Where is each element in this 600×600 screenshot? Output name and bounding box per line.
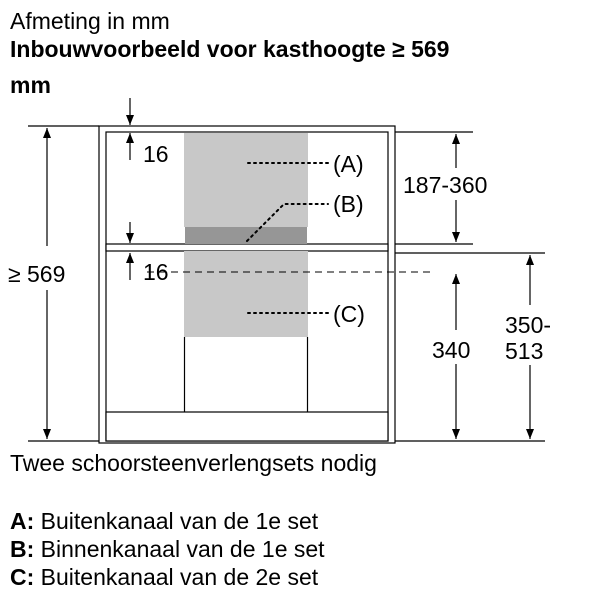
callout-c-label: (C): [333, 301, 365, 327]
lower-height-value: 340: [432, 337, 471, 363]
legend-item-a: [10, 510, 318, 533]
callout-b-label: (B): [333, 191, 364, 217]
note-text: Twee schoorsteenverlengsets nodig: [10, 450, 377, 476]
upper-range-value: 187-360: [403, 172, 488, 198]
lower-range-value-line1: 350-: [505, 312, 552, 338]
legend-key: A:: [10, 508, 35, 534]
legend-key: C:: [10, 564, 35, 590]
shelf-gap-value: 16: [143, 259, 169, 285]
top-gap-value: 16: [143, 141, 169, 167]
duct-a-outer-channel-set1: [184, 133, 308, 227]
hood-unit: [106, 412, 388, 441]
legend-key: B:: [10, 536, 35, 562]
callout-a-label: (A): [333, 151, 364, 177]
duct-b-inner-channel-set1: [185, 227, 307, 244]
cabinet-shelf: [106, 244, 388, 251]
duct-c-outer-channel-set2: [184, 251, 308, 337]
legend-text: Buitenkanaal van de 1e set: [34, 508, 319, 534]
legend-item-b: [10, 538, 325, 561]
cabinet-height-value: ≥ 569: [8, 261, 66, 287]
lower-range-value-line2: 513: [505, 338, 544, 364]
diagram-title: Inbouwvoorbeeld voor kasthoogte ≥ 569: [10, 36, 450, 62]
legend-text: Binnenkanaal van de 1e set: [34, 536, 325, 562]
legend-item-c: [10, 566, 318, 589]
subtitle: Afmeting in mm: [10, 8, 170, 34]
diagram-title-continued: mm: [10, 72, 51, 98]
legend-text: Buitenkanaal van de 2e set: [34, 564, 319, 590]
